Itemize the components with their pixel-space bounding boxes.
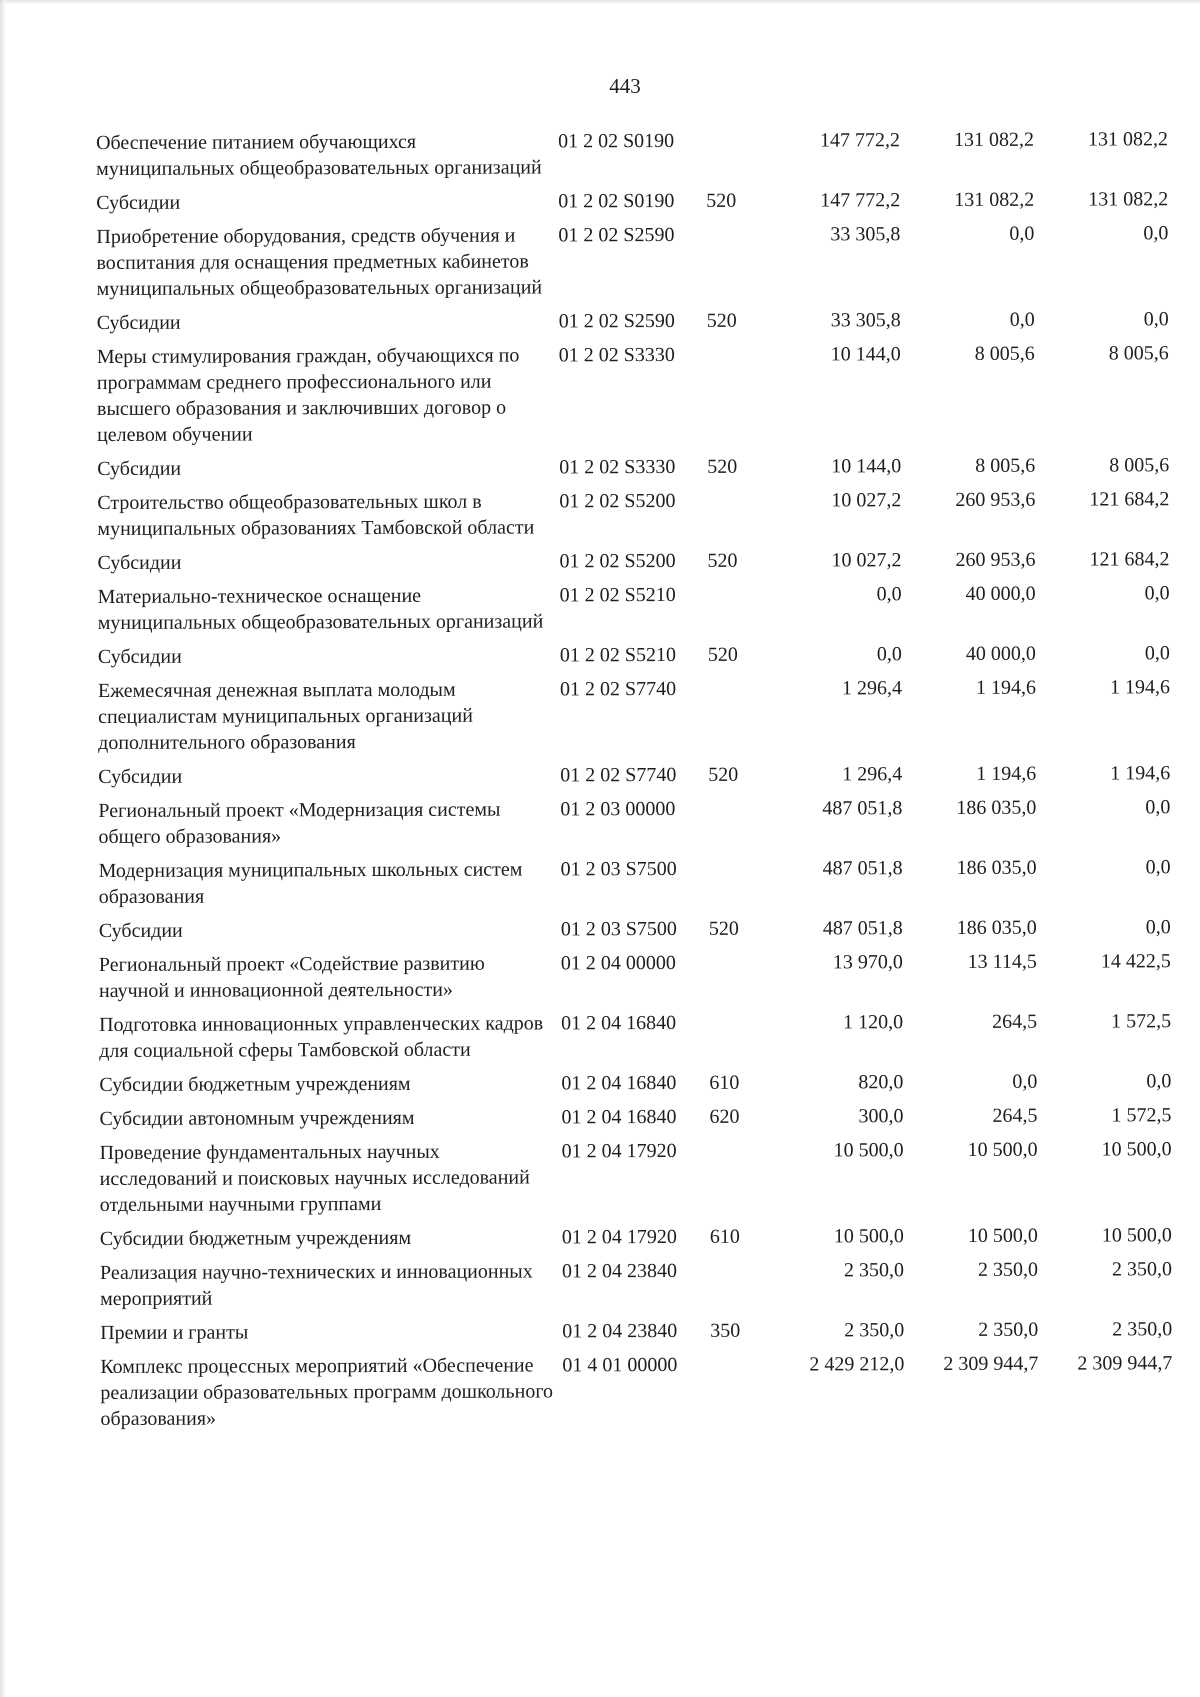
- amount-year-3: 0,0: [1145, 916, 1171, 939]
- row-name: Строительство общеобразовательных школ в муниципальных образованиях Тамбовской области: [97, 490, 535, 540]
- amount-year-2: 10 500,0: [967, 1138, 1038, 1161]
- target-article-code: 01 2 04 23840: [561, 1259, 678, 1283]
- amount-year-2: 2 350,0: [978, 1318, 1039, 1341]
- target-article-code: 01 2 02 S5210: [559, 583, 676, 607]
- amount-year-1: 300,0: [858, 1105, 904, 1128]
- table-row: [98, 794, 1170, 858]
- expense-type-code: [709, 856, 767, 916]
- target-article-code: 01 2 02 S7740: [560, 763, 677, 787]
- expense-type-code: 520: [706, 309, 737, 332]
- amount-year-1: 487 051,8: [822, 797, 903, 820]
- target-article-code: 01 4 01 00000: [562, 1353, 678, 1377]
- expense-type-code: [707, 488, 765, 548]
- row-name: Субсидии бюджетным учреждениям: [99, 1226, 412, 1250]
- amount-year-3: 121 684,2: [1089, 548, 1170, 571]
- target-article-code: 01 2 02 S2590: [558, 309, 675, 333]
- row-name: Обеспечение питанием обучающихся муниципальных общеобразовательных организаций: [96, 130, 542, 180]
- expense-type-code: [710, 1138, 768, 1224]
- table-row: [99, 1068, 1171, 1106]
- table-row: [98, 760, 1170, 798]
- amount-year-1: 10 500,0: [833, 1139, 904, 1162]
- amount-year-3: 0,0: [1143, 308, 1169, 331]
- target-article-code: 01 2 04 16840: [561, 1011, 677, 1035]
- amount-year-1: 820,0: [858, 1071, 904, 1094]
- expense-type-code: 520: [707, 455, 738, 478]
- amount-year-2: 40 000,0: [965, 642, 1036, 665]
- amount-year-2: 131 082,2: [954, 128, 1035, 152]
- table-row: [99, 948, 1171, 1012]
- row-name: Субсидии: [96, 311, 181, 334]
- amount-year-1: 10 144,0: [830, 343, 901, 366]
- amount-year-3: 1 194,6: [1109, 676, 1170, 699]
- target-article-code: 01 2 02 S0190: [558, 189, 675, 213]
- page-number: 443: [609, 74, 641, 98]
- table-row: [96, 220, 1168, 310]
- amount-year-1: 487 051,8: [822, 857, 903, 880]
- target-article-code: 01 2 04 00000: [560, 951, 676, 975]
- amount-year-2: 2 309 944,7: [943, 1352, 1039, 1376]
- row-name: Премии и гранты: [100, 1321, 249, 1344]
- target-article-code: 01 2 03 S7500: [560, 857, 677, 881]
- amount-year-3: 2 350,0: [1112, 1318, 1173, 1341]
- row-name: Региональный проект «Содействие развитию научной и инновационной деятельности»: [98, 952, 485, 1002]
- amount-year-1: 1 120,0: [843, 1011, 904, 1034]
- target-article-code: 01 2 02 S0190: [558, 129, 675, 153]
- amount-year-3: 0,0: [1144, 582, 1170, 605]
- amount-year-1: 487 051,8: [822, 917, 903, 940]
- amount-year-3: 1 572,5: [1111, 1010, 1172, 1033]
- amount-year-2: 2 350,0: [977, 1258, 1039, 1281]
- table-row: [100, 1350, 1172, 1440]
- amount-year-1: 2 429 212,0: [809, 1353, 905, 1376]
- amount-year-2: 186 035,0: [956, 796, 1037, 820]
- amount-year-2: 186 035,0: [956, 916, 1037, 940]
- row-name: Модернизация муниципальных школьных систем образования: [98, 858, 523, 908]
- amount-year-3: 10 500,0: [1101, 1138, 1172, 1161]
- table-row: [98, 640, 1170, 678]
- amount-year-2: 13 114,5: [967, 950, 1037, 973]
- target-article-code: 01 2 04 23840: [562, 1319, 678, 1343]
- target-article-code: 01 2 02 S3330: [558, 343, 675, 367]
- expense-type-code: 520: [708, 763, 739, 786]
- table-row: [100, 1316, 1172, 1354]
- expense-type-code: 520: [707, 643, 738, 666]
- amount-year-2: 0,0: [1009, 308, 1035, 331]
- table-row: [100, 1222, 1172, 1260]
- target-article-code: 01 2 03 00000: [560, 797, 676, 821]
- amount-year-3: 8 005,6: [1109, 454, 1170, 477]
- expense-type-code: [710, 1352, 768, 1438]
- table-row: [99, 914, 1171, 952]
- table-row: [99, 1008, 1171, 1072]
- amount-year-3: 131 082,2: [1088, 128, 1169, 151]
- target-article-code: 01 2 02 S2590: [558, 223, 675, 247]
- row-name: Проведение фундаментальных научных исследований и поисковых научных исследований отдельными научными группами: [99, 1140, 530, 1216]
- target-article-code: 01 2 04 16840: [561, 1105, 677, 1129]
- row-name: Материально-техническое оснащение муниципальных общеобразовательных организаций: [97, 584, 544, 634]
- target-article-code: 01 2 03 S7500: [560, 917, 677, 941]
- target-article-code: 01 2 02 S5210: [559, 643, 676, 667]
- amount-year-1: 0,0: [876, 583, 902, 606]
- amount-year-1: 10 027,2: [831, 489, 902, 512]
- amount-year-1: 2 350,0: [843, 1259, 905, 1282]
- target-article-code: 01 2 04 17920: [561, 1225, 677, 1249]
- row-name: Субсидии: [97, 457, 182, 480]
- row-name: Региональный проект «Модернизация системы общего образования»: [98, 798, 501, 848]
- amount-year-3: 0,0: [1144, 642, 1170, 665]
- amount-year-2: 264,5: [992, 1104, 1038, 1127]
- amount-year-1: 0,0: [876, 643, 902, 666]
- table-row: [97, 452, 1169, 490]
- expense-type-code: [706, 222, 764, 308]
- row-name: Субсидии: [98, 919, 183, 942]
- table-row: [98, 580, 1170, 644]
- row-name: Меры стимулирования граждан, обучающихся по программам среднего профессионального или высшего образования и заключивших договор о целевом обучении: [96, 344, 520, 446]
- target-article-code: 01 2 02 S5200: [559, 489, 676, 513]
- row-name: Субсидии: [97, 551, 182, 574]
- expense-type-code: [709, 950, 767, 1010]
- table-row: [96, 126, 1168, 190]
- expense-type-code: 520: [708, 917, 739, 940]
- expense-type-code: 350: [710, 1319, 741, 1342]
- amount-year-1: 33 305,8: [830, 223, 901, 246]
- expense-type-code: [709, 1010, 767, 1070]
- table-body: [96, 126, 1173, 1440]
- amount-year-3: 8 005,6: [1108, 342, 1169, 365]
- amount-year-1: 33 305,8: [830, 309, 901, 332]
- table-row: [98, 674, 1170, 764]
- scan-shadow-left: [0, 0, 6, 1697]
- amount-year-2: 0,0: [1012, 1070, 1038, 1093]
- amount-year-3: 0,0: [1145, 856, 1171, 879]
- amount-year-2: 10 500,0: [967, 1224, 1038, 1247]
- target-article-code: 01 2 02 S3330: [559, 455, 676, 479]
- amount-year-2: 8 005,6: [975, 454, 1036, 477]
- table-row: [99, 1102, 1171, 1140]
- expense-type-code: 610: [709, 1071, 740, 1094]
- expense-type-code: [710, 1258, 768, 1318]
- table-row: [100, 1136, 1172, 1226]
- amount-year-3: 0,0: [1145, 796, 1171, 819]
- expense-type-code: 520: [707, 549, 738, 572]
- amount-year-2: 260 953,6: [955, 548, 1036, 572]
- amount-year-3: 14 422,5: [1100, 950, 1171, 973]
- row-name: Приобретение оборудования, средств обучения и воспитания для оснащения предметных кабинетов муниципальных общеобразовательных организаций: [96, 224, 543, 300]
- amount-year-1: 147 772,2: [820, 189, 901, 212]
- row-name: Ежемесячная денежная выплата молодым специалистам муниципальных организаций дополнительного образования: [97, 678, 473, 754]
- amount-year-3: 2 350,0: [1111, 1258, 1173, 1281]
- expense-type-code: [708, 676, 766, 762]
- table-row: [97, 306, 1169, 344]
- amount-year-3: 10 500,0: [1101, 1224, 1172, 1247]
- amount-year-1: 10 500,0: [833, 1225, 904, 1248]
- amount-year-3: 1 194,6: [1110, 762, 1171, 785]
- row-name: Подготовка инновационных управленческих кадров для социальной сферы Тамбовской области: [99, 1012, 544, 1062]
- amount-year-1: 1 296,4: [841, 677, 902, 700]
- scan-shadow-top: [0, 0, 1200, 4]
- amount-year-3: 2 309 944,7: [1077, 1352, 1173, 1375]
- amount-year-3: 0,0: [1146, 1070, 1172, 1093]
- row-name: Комплекс процессных мероприятий «Обеспечение реализации образовательных программ дошкольного образования»: [100, 1354, 554, 1430]
- amount-year-2: 40 000,0: [965, 582, 1036, 605]
- amount-year-2: 260 953,6: [955, 488, 1036, 512]
- expense-type-code: [706, 128, 764, 188]
- table-row: [96, 186, 1168, 224]
- expense-type-code: [708, 582, 766, 642]
- amount-year-2: 131 082,2: [954, 188, 1035, 212]
- expense-type-code: [708, 796, 766, 856]
- amount-year-1: 10 027,2: [831, 549, 902, 572]
- row-name: Субсидии: [96, 191, 181, 214]
- row-name: Субсидии: [97, 645, 182, 668]
- amount-year-2: 1 194,6: [976, 762, 1037, 785]
- expense-type-code: [707, 342, 765, 454]
- amount-year-3: 131 082,2: [1088, 188, 1169, 211]
- row-name: Реализация научно-технических и инновационных мероприятий: [99, 1260, 533, 1310]
- row-name: Субсидии бюджетным учреждениям: [99, 1072, 411, 1096]
- expense-type-code: 520: [706, 189, 737, 212]
- amount-year-3: 121 684,2: [1089, 488, 1170, 511]
- budget-table: [96, 126, 1173, 1440]
- amount-year-1: 13 970,0: [832, 951, 903, 974]
- target-article-code: 01 2 04 16840: [561, 1071, 677, 1095]
- target-article-code: 01 2 02 S7740: [559, 677, 677, 701]
- target-article-code: 01 2 04 17920: [561, 1139, 677, 1163]
- amount-year-3: 0,0: [1143, 222, 1169, 245]
- amount-year-2: 1 194,6: [975, 676, 1036, 699]
- table-row: [97, 340, 1169, 456]
- row-name: Субсидии автономным учреждениям: [99, 1106, 415, 1130]
- amount-year-2: 0,0: [1009, 222, 1035, 245]
- amount-year-3: 1 572,5: [1111, 1104, 1172, 1127]
- table-row: [99, 854, 1171, 918]
- expense-type-code: 610: [709, 1225, 740, 1248]
- expense-type-code: 620: [709, 1105, 740, 1128]
- row-name: Субсидии: [98, 765, 183, 788]
- amount-year-1: 147 772,2: [820, 129, 901, 152]
- amount-year-1: 10 144,0: [831, 455, 902, 478]
- amount-year-1: 1 296,4: [842, 763, 903, 786]
- table-row: [100, 1256, 1172, 1320]
- target-article-code: 01 2 02 S5200: [559, 549, 676, 573]
- table-row: [97, 546, 1169, 584]
- amount-year-2: 8 005,6: [974, 342, 1035, 365]
- table-row: [97, 486, 1169, 550]
- amount-year-2: 186 035,0: [956, 856, 1037, 880]
- amount-year-2: 264,5: [992, 1010, 1038, 1033]
- amount-year-1: 2 350,0: [844, 1319, 905, 1342]
